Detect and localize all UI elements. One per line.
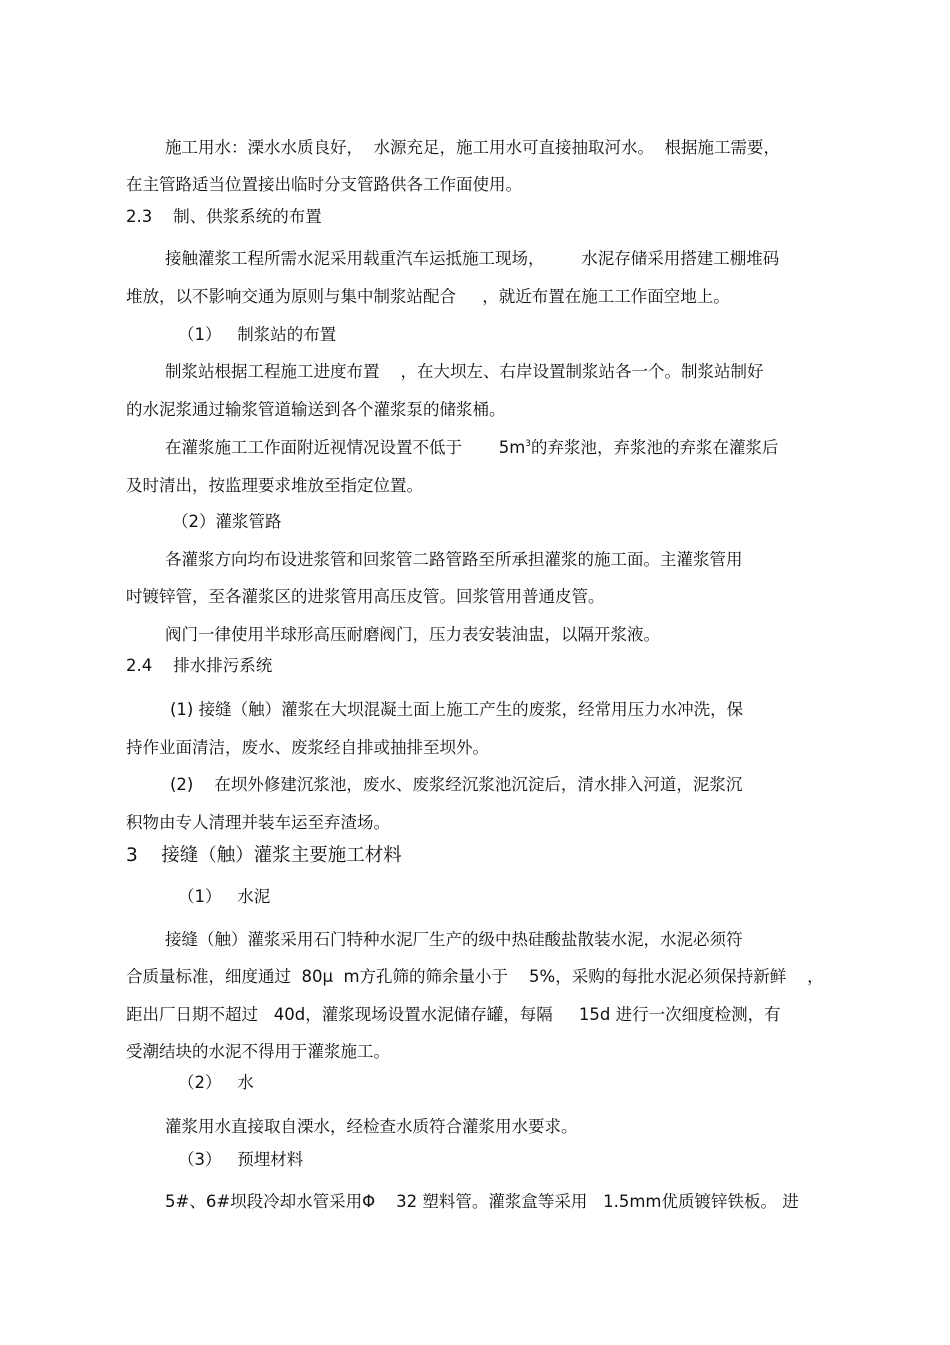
paragraph-line: 阀门一律使用半球形高压耐磨阀门，压力表安装油盅，以隔开浆液。 [165,625,660,644]
superscript: 3 [525,439,532,449]
paragraph-line: 灌浆用水直接取自溧水，经检查水质符合灌浆用水要求。 [165,1117,578,1136]
paragraph-line: 在主管路适当位置接出临时分支管路供各工作面使用。 [126,175,522,194]
paragraph-line: 的水泥浆通过输浆管道输送到各个灌浆泵的储浆桶。 [126,400,506,419]
paragraph-line: (1) 接缝（触）灌浆在大坝混凝土面上施工产生的废浆，经常用压力水冲洗，保 [170,700,744,719]
paragraph-line: 堆放，以不影响交通为原则与集中制浆站配合 ，就近布置在施工工作面空地上。 [126,287,730,306]
paragraph-line: (2) 在坝外修建沉浆池，废水、废浆经沉浆池沉淀后，清水排入河道，泥浆沉 [170,775,743,794]
subsection-heading: （2） 水 [178,1073,254,1092]
paragraph-line: 合质量标准，细度通过 80μ m方孔筛的筛余量小于 5%，采购的每批水泥必须保持新鲜 ， [126,967,824,986]
paragraph-line: 距出厂日期不超过 40d，灌浆现场设置水泥储存罐，每隔 15d 进行一次细度检测，有 [126,1005,781,1024]
paragraph-line: 5#、6#坝段冷却水管采用Φ 32 塑料管。灌浆盒等采用 1.5mm优质镀锌铁板。 进 [165,1192,799,1211]
paragraph-line: 吋镀锌管，至各灌浆区的进浆管用高压皮管。回浆管用普通皮管。 [126,587,605,606]
text-run: 在灌浆施工工作面附近视情况设置不低于 5m [165,438,526,457]
subsection-heading: （2）灌浆管路 [172,512,282,531]
paragraph-line: 接缝（触）灌浆采用石门特种水泥厂生产的级中热硅酸盐散装水泥，水泥必须符 [165,930,743,949]
paragraph-line: 及时清出，按监理要求堆放至指定位置。 [126,476,423,495]
paragraph-line: 受潮结块的水泥不得用于灌浆施工。 [126,1042,390,1061]
chapter-heading: 3 接缝（触）灌浆主要施工材料 [126,845,402,866]
subsection-heading: （1） 水泥 [178,887,271,906]
text-run: 的弃浆池，弃浆池的弃浆在灌浆后 [531,438,779,457]
paragraph-line: 持作业面清洁，废水、废浆经自排或抽排至坝外。 [126,738,489,757]
paragraph-line: 积物由专人清理并装车运至弃渣场。 [126,813,390,832]
paragraph-line: 各灌浆方向均布设进浆管和回浆管二路管路至所承担灌浆的施工面。主灌浆管用 [165,550,743,569]
paragraph-line: 施工用水：溧水水质良好， 水源充足，施工用水可直接抽取河水。 根据施工需要， [165,138,780,157]
paragraph-line: 接触灌浆工程所需水泥采用载重汽车运抵施工现场， 水泥存储采用搭建工棚堆码 [165,249,780,268]
paragraph-line: 制浆站根据工程施工进度布置 ，在大坝左、右岸设置制浆站各一个。制浆站制好 [165,362,764,381]
section-heading: 2.4 排水排污系统 [126,656,273,675]
paragraph-line [165,437,779,459]
subsection-heading: （3） 预埋材料 [178,1150,304,1169]
subsection-heading: （1） 制浆站的布置 [178,325,337,344]
section-heading: 2.3 制、供浆系统的布置 [126,207,322,226]
